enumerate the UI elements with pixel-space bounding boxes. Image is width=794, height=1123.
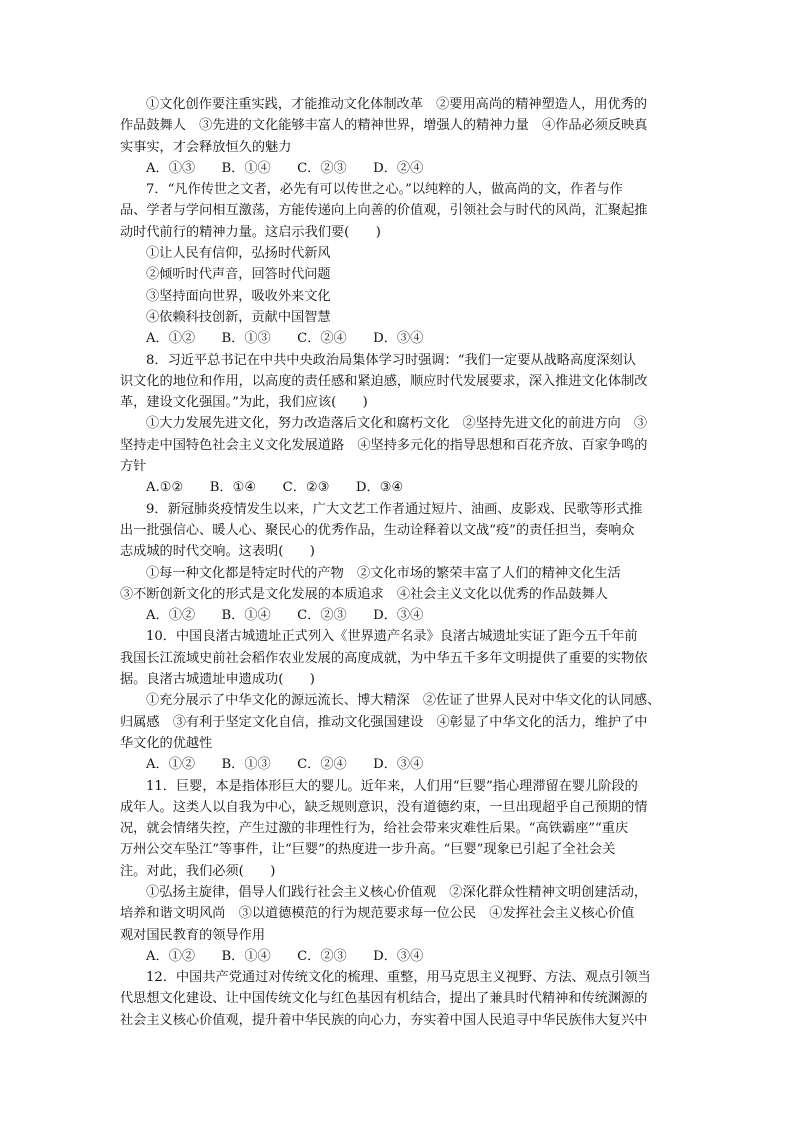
text-line: 况，就会情绪失控，产生过激的非理性行为，给社会带来灾难性后果。“高铁霸座”“重庆 <box>120 821 629 837</box>
text-line: A．①② B．①③ C．②④ D．③④ <box>146 331 424 347</box>
text-line: 据。良渚古城遗址申遗成功( ) <box>120 672 315 688</box>
text-line: 品、学者与学问相互激荡，方能传递向上向善的价值观，引领社会与时代的风尚，汇聚起推 <box>120 203 648 219</box>
text-line: 成年人。这类人以自我为中心，缺乏规则意识，没有道德约束，一旦出现超乎自己预期的情 <box>120 799 648 815</box>
text-line: ①充分展示了中华文化的源远流长、博大精深 ②佐证了世界人民对中华文化的认同感、 <box>146 693 661 709</box>
text-line: 9．新冠肺炎疫情发生以来，广大文艺工作者通过短片、油画、皮影戏、民歌等形式推 <box>146 501 643 517</box>
text-line: 志成城的时代交响。这表明( ) <box>120 544 315 560</box>
text-line: A．①② B．①③ C．②④ D．③④ <box>146 757 424 773</box>
text-line: A．①② B．①④ C．②③ D．③④ <box>146 948 424 964</box>
text-line: ①大力发展先进文化，努力改造落后文化和腐朽文化 ②坚持先进文化的前进方向 ③ <box>146 416 648 432</box>
text-line: ①文化创作要注重实践，才能推动文化体制改革 ②要用高尚的精神塑造人，用优秀的 <box>146 97 648 112</box>
text-line: 7．“凡作传世之文者，必先有可以传世之心。”以纯粹的人，做高尚的文，作者与作 <box>146 182 623 198</box>
text-line: 方针 <box>120 459 147 475</box>
text-line: 作品鼓舞人 ③先进的文化能够丰富人的精神世界，增强人的精神力量 ④作品必须反映真 <box>120 118 648 134</box>
text-line: 代思想文化建设、让中国传统文化与红色基因有机结合，提出了兼具时代精神和传统渊源的 <box>120 991 648 1007</box>
text-line: 11．巨婴，本是指体形巨大的婴儿。近年来，人们用“巨婴”指心理滞留在婴儿阶段的 <box>146 778 638 794</box>
text-line: 社会主义核心价值观，提升着中华民族的向心力，夯实着中国人民追寻中华民族伟大复兴中 <box>120 1012 648 1028</box>
text-line: ②倾听时代声音，回答时代问题 <box>146 267 331 283</box>
text-line: 动时代前行的精神力量。这启示我们要( ) <box>120 224 381 240</box>
exam-page <box>120 94 676 1031</box>
text-line: ④依赖科技创新，贡献中国智慧 <box>146 309 331 325</box>
text-line: 华文化的优越性 <box>120 735 213 751</box>
text-line: 观对国民教育的领导作用 <box>120 927 266 943</box>
text-line: ①每一种文化都是特定时代的产物 ②文化市场的繁荣丰富了人们的精神文化生活 <box>146 565 621 581</box>
text-line: 实事实，才会释放恒久的魅力 <box>120 139 292 155</box>
text-line: 归属感 ③有利于坚定文化自信，推动文化强国建设 ④彰显了中华文化的活力，维护了中 <box>120 714 648 730</box>
text-line: A．①③ B．①④ C．②③ D．②④ <box>146 160 424 176</box>
text-line: ①弘扬主旋律，倡导人们践行社会主义核心价值观 ②深化群众性精神文明创建活动， <box>146 884 648 900</box>
text-line: 坚持走中国特色社会主义文化发展道路 ④坚持多元化的指导思想和百花齐放、百家争鸣的 <box>120 437 648 453</box>
text-line: ③不断创新文化的形式是文化发展的本质追求 ④社会主义文化以优秀的作品鼓舞人 <box>120 586 608 602</box>
text-line: A.①② B．①④ C．②③ D．③④ <box>146 480 404 496</box>
text-line: 出一批强信心、暖人心、聚民心的优秀作品，生动诠释着以文战“疫”的责任担当，奏响众 <box>120 522 635 538</box>
text-line: 培养和谐文明风尚 ③以道德模范的行为规范要求每一位公民 ④发挥社会主义核心价值 <box>120 906 635 922</box>
text-line: 革，建设文化强国。”为此，我们应该( ) <box>120 395 368 411</box>
text-line: A．①② B．①④ C．②③ D．③④ <box>146 608 424 624</box>
text-line: 12．中国共产党通过对传统文化的梳理、重整，用马克思主义视野、方法、观点引领当 <box>146 970 651 986</box>
text-line: 我国长江流域史前社会稻作农业发展的高度成就，为中华五千多年文明提供了重要的实物依 <box>120 650 648 666</box>
text-line: 万州公交车坠江”等事件，让“巨婴”的热度进一步升高。“巨婴”现象已引起了全社会关 <box>120 842 616 858</box>
text-line: 10．中国良渚古城遗址正式列入《世界遗产名录》良渚古城遗址实证了距今五千年前 <box>146 629 638 645</box>
text-line: 8．习近平总书记在中共中央政治局集体学习时强调：“我们一定要从战略高度深刻认 <box>146 352 636 368</box>
text-line: 注。对此，我们必须( ) <box>120 863 276 879</box>
text-line: 识文化的地位和作用，以高度的责任感和紧迫感，顺应时代发展要求，深入推进文化体制改 <box>120 373 648 389</box>
text-line: ①让人民有信仰，弘扬时代新风 <box>146 246 331 262</box>
text-line: ③坚持面向世界，吸收外来文化 <box>146 288 331 304</box>
